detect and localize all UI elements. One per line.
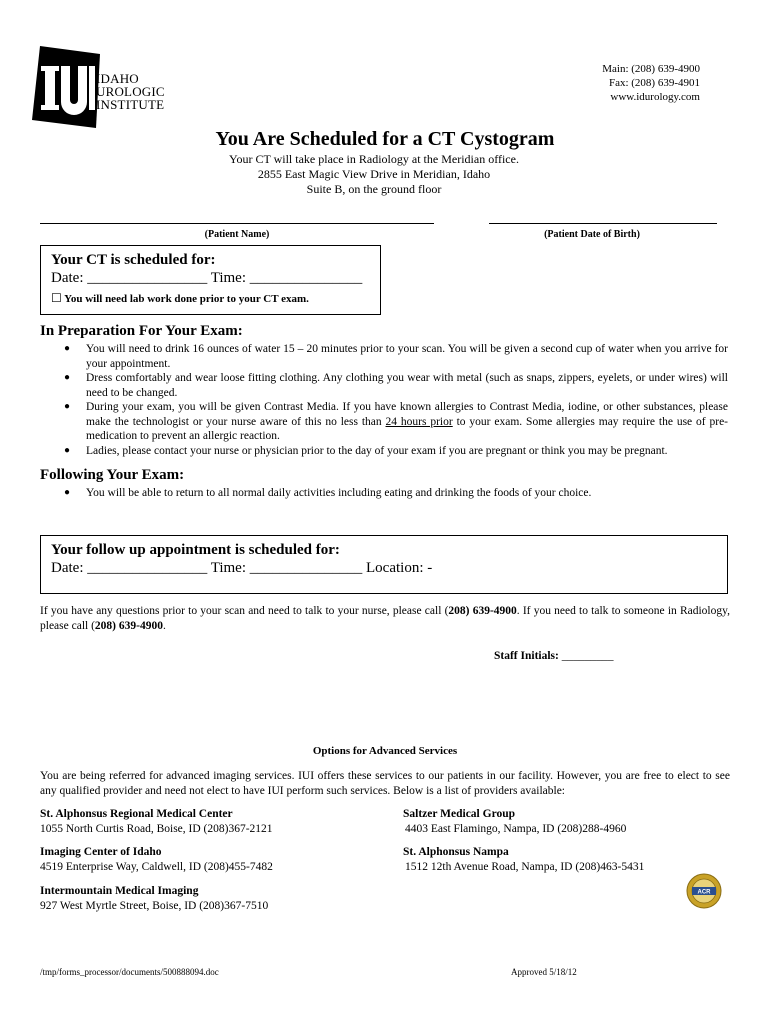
contact-info (540, 62, 700, 104)
list-item (64, 400, 728, 444)
followup-box (40, 535, 728, 594)
provider-name: Intermountain Medical Imaging (40, 885, 199, 897)
provider-card (403, 845, 644, 875)
patient-dob-line[interactable] (489, 223, 717, 224)
provider-address: 927 West Myrtle Street, Boise, ID (208)367-7510 (40, 900, 269, 912)
provider-address: 1512 12th Avenue Road, Nampa, ID (208)463-5431 (405, 861, 645, 873)
bullet-icon: ● (64, 401, 71, 412)
bullet-text: Dress comfortably and wear loose fitting clothing. Any clothing you wear with metal (such as snaps, zippers, eyelets, or under wires) will need to be changed. (86, 372, 728, 399)
staff-initials (494, 650, 613, 662)
patient-name-line[interactable] (40, 223, 434, 224)
acr-seal-text: ACR (697, 889, 711, 896)
bullet-icon: ● (64, 444, 71, 456)
provider-card (40, 884, 268, 914)
following-list (64, 486, 728, 501)
provider-name: St. Alphonsus Regional Medical Center (40, 808, 233, 820)
lab-checkbox[interactable]: ☐ (51, 291, 62, 305)
questions-text: If you have any questions prior to your scan and need to talk to your nurse, please call ( (40, 605, 449, 617)
bullet-icon: ● (64, 487, 71, 498)
followup-heading: Your follow up appointment is scheduled for: (51, 542, 340, 558)
following-heading: Following Your Exam: (40, 467, 185, 483)
fax-number: Fax: (208) 639-4901 (608, 77, 700, 89)
provider-address: 4519 Enterprise Way, Caldwell, ID (208)455-7482 (40, 861, 273, 873)
provider-address: 4403 East Flamingo, Nampa, ID (208)288-4960 (405, 823, 627, 835)
logo-line-3: INSTITUTE (96, 97, 165, 112)
provider-name: Imaging Center of Idaho (40, 846, 162, 858)
advanced-intro: You are being referred for advanced imaging services. IUI offers these services to our patients in our facility. However, you are free to elect to see any qualified provider and need not elect to have IUI perform such services. Below is a list of providers available: (40, 770, 730, 797)
location-line-1: Your CT will take place in Radiology at the Meridian office. (229, 152, 519, 166)
lab-work-note (51, 291, 309, 306)
questions-text-2: . If you need to talk to someone in Radiology, please call ( (40, 605, 731, 632)
schedule-heading: Your CT is scheduled for: (51, 252, 216, 268)
provider-card (40, 845, 273, 875)
staff-initials-label: Staff Initials: (494, 650, 559, 662)
list-item (64, 371, 728, 400)
location-line-3: Suite B, on the ground floor (306, 182, 442, 196)
title-first-letter: Y (215, 128, 228, 150)
list-item (64, 444, 728, 459)
schedule-box (40, 245, 381, 315)
preparation-list (64, 342, 728, 458)
logo-line-1: IDAHO (96, 71, 139, 86)
bullet-text: Ladies, please contact your nurse or physician prior to the day of your exam if you are pregnant or think you may be pregnant. (86, 444, 668, 457)
bullet-text-cont: to your exam. Some allergies may require the use of pre-medication to prevent an allergic reaction. (86, 415, 729, 442)
website-link[interactable]: www.idurology.com (610, 91, 700, 103)
bullet-icon: ● (64, 343, 71, 354)
provider-address: 1055 North Curtis Road, Boise, ID (208)367-2121 (40, 823, 273, 835)
lab-note-text: You will need lab work done prior to your CT exam. (64, 293, 309, 305)
bullet-icon: ● (64, 372, 71, 383)
followup-date-time-location[interactable]: Date: ________________ Time: _______________ Location: - (51, 560, 433, 576)
questions-text-3: . (162, 620, 166, 632)
bullet-text: You will be able to return to all normal daily activities including eating and drinking the foods of your choice. (86, 487, 592, 499)
provider-card (403, 807, 626, 837)
radiology-phone: 208) 639-4900 (94, 620, 163, 632)
nurse-phone: 208) 639-4900 (448, 605, 517, 617)
preparation-heading: In Preparation For Your Exam: (40, 323, 243, 339)
acr-seal-icon (686, 873, 722, 909)
patient-name-label: (Patient Name) (204, 229, 270, 240)
staff-initials-field[interactable]: _________ (561, 650, 614, 662)
advanced-heading: Options for Advanced Services (312, 745, 458, 757)
provider-card (40, 807, 273, 837)
approved-date: Approved 5/18/12 (511, 967, 577, 977)
provider-name: Saltzer Medical Group (403, 808, 516, 820)
list-item (64, 342, 728, 371)
page-title (0, 128, 770, 151)
bullet-text: You will need to drink 16 ounces of water 15 – 20 minutes prior to your scan. You will be given a second cup of water when you arrive for your appointment. (86, 343, 728, 370)
provider-name: St. Alphonsus Nampa (403, 846, 509, 858)
patient-dob-label: (Patient Date of Birth) (544, 229, 640, 240)
list-item (64, 486, 728, 501)
title-rest: ou Are Scheduled for a CT Cystogram (227, 128, 555, 150)
schedule-date-time[interactable]: Date: ________________ Time: _______________ (51, 270, 363, 286)
location-line-2: 2855 East Magic View Drive in Meridian, Idaho (257, 167, 491, 181)
bullet-text: During your exam, you will be given Contrast Media. If you have known allergies to Contrast Media, iodine, or other substances, please make the technologist or your nurse aware of this no less than (86, 401, 728, 428)
logo-line-2: UROLOGIC (96, 84, 165, 99)
main-phone: Main: (208) 639-4900 (602, 63, 700, 75)
document-path: /tmp/forms_processor/documents/500888094.doc (40, 967, 219, 977)
bullet-emphasis: 24 hours prior (385, 415, 453, 428)
logo-wordmark (96, 72, 165, 111)
questions-paragraph (40, 604, 730, 634)
